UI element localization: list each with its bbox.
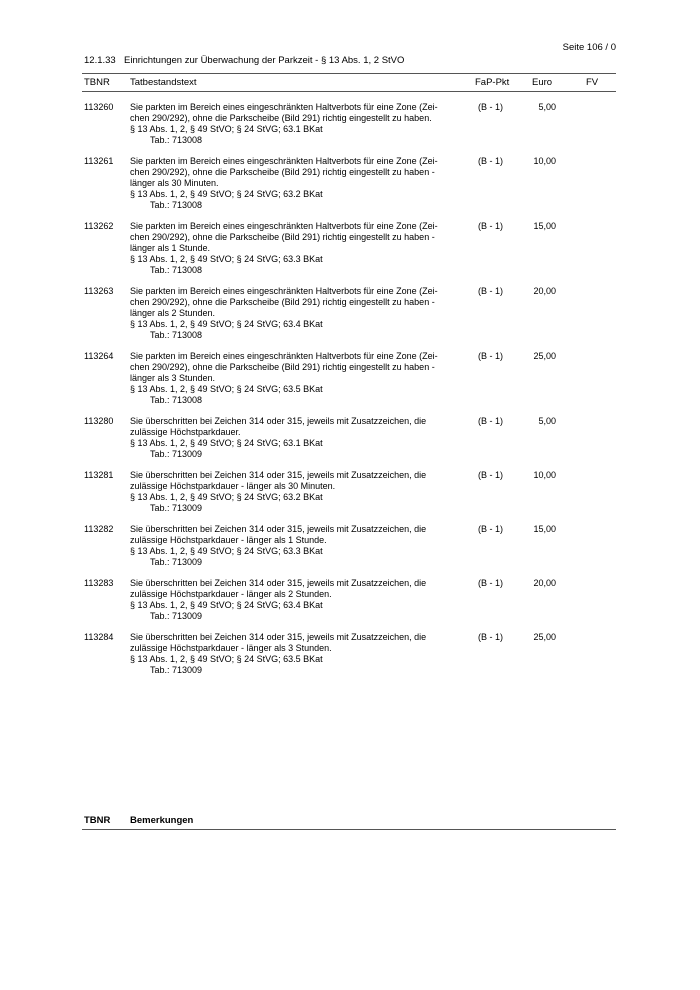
header-euro: Euro: [532, 77, 553, 88]
row-legal: § 13 Abs. 1, 2, § 49 StVO; § 24 StVG; 63.5 BKat: [130, 384, 323, 394]
row-text: [130, 578, 460, 622]
header-text: Tatbestandstext: [130, 77, 197, 88]
row-fap: (B - 1): [478, 102, 504, 112]
table-row: [0, 470, 700, 524]
row-text: [130, 351, 460, 406]
table-row: [0, 286, 700, 351]
row-offense: Sie parkten im Bereich eines eingeschränkten Haltverbots für eine Zone (Zei- chen 290/292), ohne die Parkscheibe (Bild 291) richtig eingestellt zu haben - länger als 1 Stunde.: [130, 221, 438, 253]
row-offense: Sie überschritten bei Zeichen 314 oder 315, jeweils mit Zusatzzeichen, die zulässige Höchstparkdauer - länger als 3 Stunden.: [130, 632, 427, 653]
row-text: [130, 102, 460, 146]
row-tab: Tab.: 713008: [150, 265, 203, 275]
row-text: [130, 416, 460, 460]
table-row: [0, 578, 700, 632]
row-offense: Sie parkten im Bereich eines eingeschränkten Haltverbots für eine Zone (Zei- chen 290/292), ohne die Parkscheibe (Bild 291) richtig eingestellt zu haben - länger als 30 Minuten.: [130, 156, 438, 188]
page-number: Seite 106 / 0: [562, 42, 616, 53]
row-tbnr: 113260: [84, 102, 114, 112]
row-tab: Tab.: 713009: [150, 665, 203, 675]
row-euro: 15,00: [533, 524, 556, 534]
row-offense: Sie überschritten bei Zeichen 314 oder 315, jeweils mit Zusatzzeichen, die zulässige Höchstparkdauer - länger als 1 Stunde.: [130, 524, 427, 545]
row-tab: Tab.: 713008: [150, 395, 203, 405]
row-tab: Tab.: 713008: [150, 135, 203, 145]
row-text: [130, 632, 460, 676]
header-tbnr: TBNR: [84, 77, 110, 88]
remarks-tbnr: TBNR: [84, 815, 111, 826]
row-euro: 10,00: [533, 156, 556, 166]
row-tab: Tab.: 713008: [150, 330, 203, 340]
row-tab: Tab.: 713008: [150, 200, 203, 210]
row-fap: (B - 1): [478, 156, 504, 166]
remarks-label: Bemerkungen: [130, 815, 194, 826]
row-legal: § 13 Abs. 1, 2, § 49 StVO; § 24 StVG; 63.4 BKat: [130, 319, 323, 329]
row-tbnr: 113281: [84, 470, 114, 480]
row-tbnr: 113282: [84, 524, 114, 534]
header-fap: FaP-Pkt: [475, 77, 510, 88]
table-row: [0, 351, 700, 416]
row-fap: (B - 1): [478, 578, 504, 588]
row-euro: 25,00: [533, 632, 556, 642]
row-text: [130, 221, 460, 276]
header-fv: FV: [586, 77, 599, 88]
row-legal: § 13 Abs. 1, 2, § 49 StVO; § 24 StVG; 63.2 BKat: [130, 492, 323, 502]
row-tab: Tab.: 713009: [150, 557, 203, 567]
row-euro: 25,00: [533, 351, 556, 361]
row-text: [130, 524, 460, 568]
row-tbnr: 113264: [84, 351, 114, 361]
row-tbnr: 113284: [84, 632, 114, 642]
row-euro: 20,00: [533, 578, 556, 588]
row-offense: Sie parkten im Bereich eines eingeschränkten Haltverbots für eine Zone (Zei- chen 290/292), ohne die Parkscheibe (Bild 291) richtig eingestellt zu haben - länger als 2 Stunden.: [130, 286, 438, 318]
row-tbnr: 113283: [84, 578, 114, 588]
header-top-rule: [82, 73, 616, 74]
section-title: [84, 55, 404, 66]
row-legal: § 13 Abs. 1, 2, § 49 StVO; § 24 StVG; 63.4 BKat: [130, 600, 323, 610]
row-legal: § 13 Abs. 1, 2, § 49 StVO; § 24 StVG; 63.1 BKat: [130, 438, 323, 448]
row-offense: Sie parkten im Bereich eines eingeschränkten Haltverbots für eine Zone (Zei- chen 290/292), ohne die Parkscheibe (Bild 291) richtig eingestellt zu haben - länger als 3 Stunden.: [130, 351, 438, 383]
remarks-rule: [82, 829, 616, 830]
row-euro: 15,00: [533, 221, 556, 231]
row-legal: § 13 Abs. 1, 2, § 49 StVO; § 24 StVG; 63.2 BKat: [130, 189, 323, 199]
section-number: 12.1.33: [84, 55, 116, 66]
table-row: [0, 221, 700, 286]
row-euro: 5,00: [538, 102, 556, 112]
row-tab: Tab.: 713009: [150, 611, 203, 621]
row-euro: 5,00: [538, 416, 556, 426]
table-row: [0, 416, 700, 470]
row-offense: Sie überschritten bei Zeichen 314 oder 315, jeweils mit Zusatzzeichen, die zulässige Höchstparkdauer - länger als 2 Stunden.: [130, 578, 427, 599]
row-legal: § 13 Abs. 1, 2, § 49 StVO; § 24 StVG; 63.5 BKat: [130, 654, 323, 664]
row-offense: Sie überschritten bei Zeichen 314 oder 315, jeweils mit Zusatzzeichen, die zulässige Höchstparkdauer - länger als 30 Minuten.: [130, 470, 427, 491]
table-row: [0, 632, 700, 686]
row-offense: Sie überschritten bei Zeichen 314 oder 315, jeweils mit Zusatzzeichen, die zulässige Höchstparkdauer.: [130, 416, 427, 437]
header-bottom-rule: [82, 91, 616, 92]
row-legal: § 13 Abs. 1, 2, § 49 StVO; § 24 StVG; 63.1 BKat: [130, 124, 323, 134]
row-tbnr: 113280: [84, 416, 114, 426]
row-euro: 20,00: [533, 286, 556, 296]
row-tab: Tab.: 713009: [150, 449, 203, 459]
row-fap: (B - 1): [478, 416, 504, 426]
row-fap: (B - 1): [478, 632, 504, 642]
row-text: [130, 286, 460, 341]
row-euro: 10,00: [533, 470, 556, 480]
row-fap: (B - 1): [478, 351, 504, 361]
row-tbnr: 113261: [84, 156, 114, 166]
row-legal: § 13 Abs. 1, 2, § 49 StVO; § 24 StVG; 63.3 BKat: [130, 254, 323, 264]
entries-list: [0, 102, 700, 686]
row-fap: (B - 1): [478, 524, 504, 534]
table-row: [0, 102, 700, 156]
table-row: [0, 156, 700, 221]
row-tab: Tab.: 713009: [150, 503, 203, 513]
row-text: [130, 470, 460, 514]
row-legal: § 13 Abs. 1, 2, § 49 StVO; § 24 StVG; 63.3 BKat: [130, 546, 323, 556]
row-tbnr: 113262: [84, 221, 114, 231]
section-title-text: Einrichtungen zur Überwachung der Parkzeit - § 13 Abs. 1, 2 StVO: [124, 55, 405, 66]
row-fap: (B - 1): [478, 470, 504, 480]
row-fap: (B - 1): [478, 286, 504, 296]
row-offense: Sie parkten im Bereich eines eingeschränkten Haltverbots für eine Zone (Zei- chen 290/292), ohne die Parkscheibe (Bild 291) richtig eingestellt zu haben.: [130, 102, 438, 123]
table-row: [0, 524, 700, 578]
row-text: [130, 156, 460, 211]
row-tbnr: 113263: [84, 286, 114, 296]
row-fap: (B - 1): [478, 221, 504, 231]
